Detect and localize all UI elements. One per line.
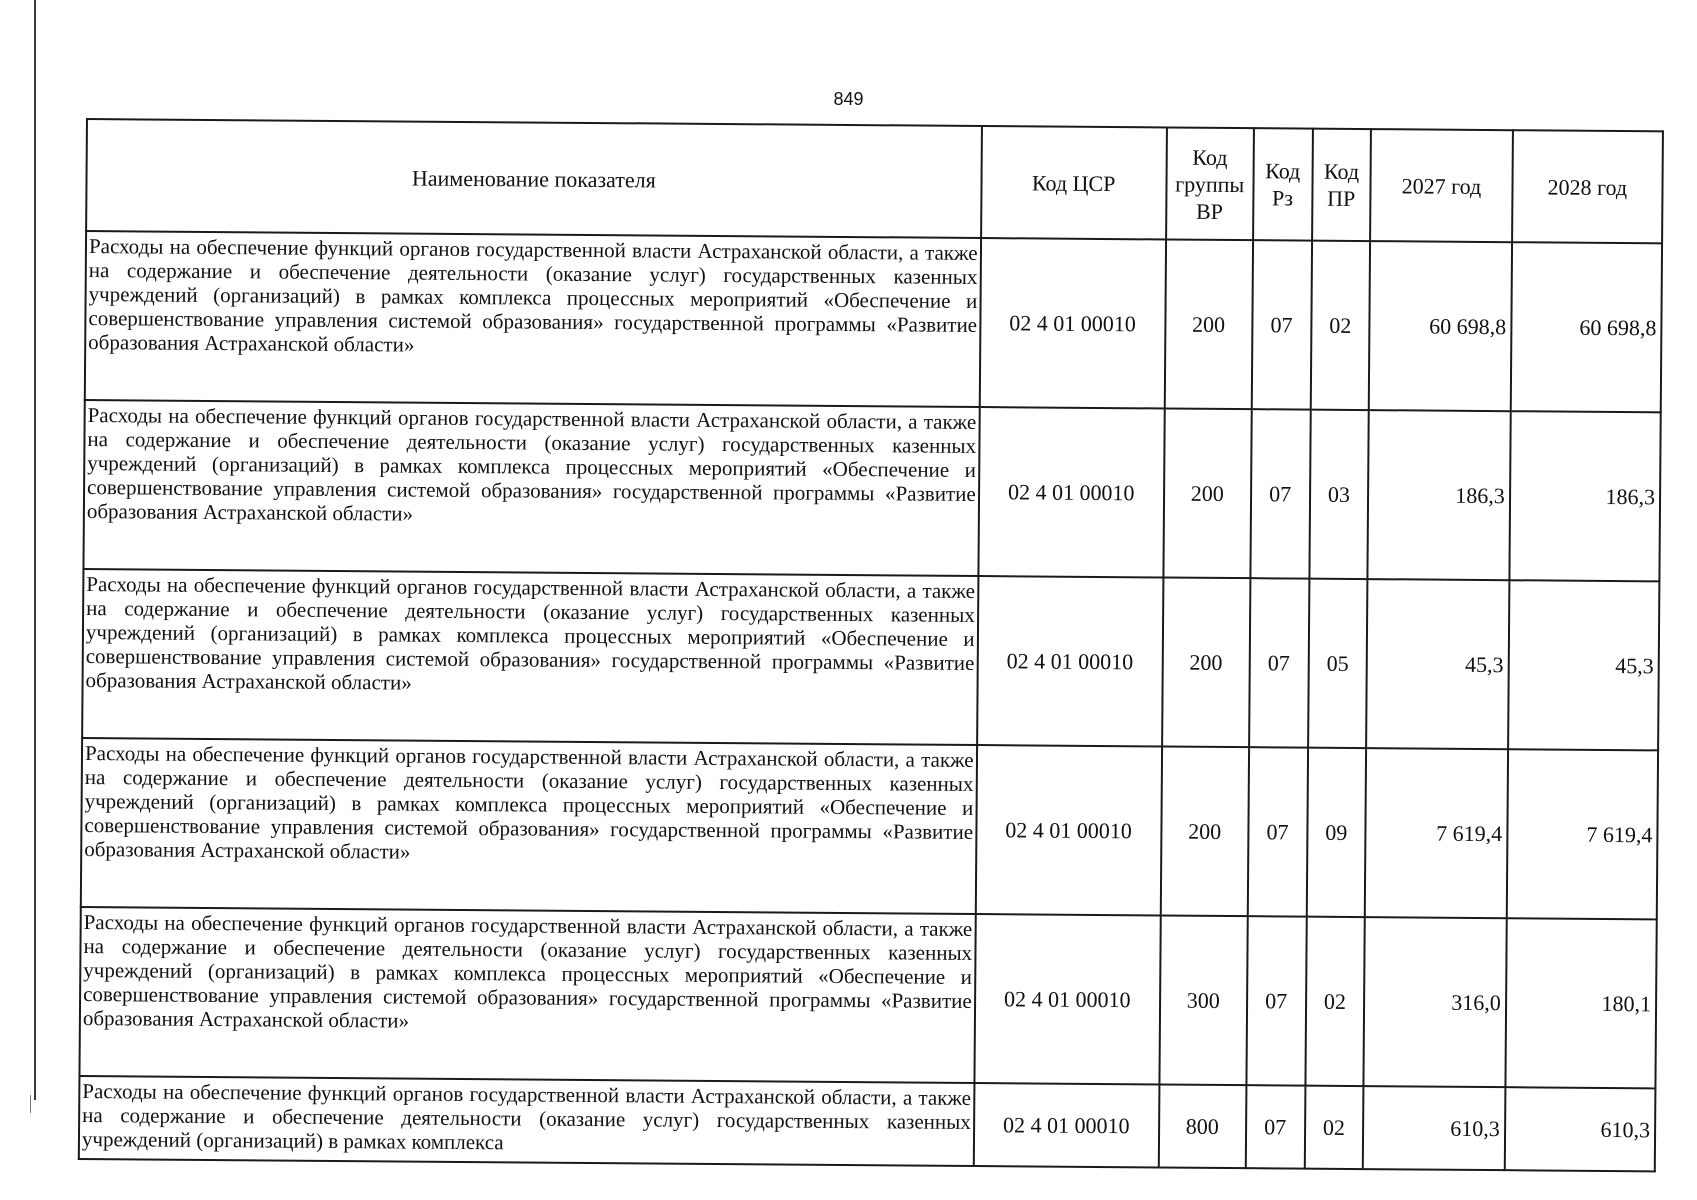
cell-name: Расходы на обеспечение функций органов государственной власти Астраханской области, а также на содержание и обеспечение деятельности (оказание услуг) государственных казенных учреждений (организаций) в рамках комплекса процессных мероприятий «Обеспечение и совершенствование управления системой образования» государственной программы «Развитие образования Астраханской области»: [83, 400, 979, 576]
table-row: [81, 738, 1658, 919]
page-number: 849: [833, 89, 864, 109]
table-row: [82, 569, 1659, 750]
header-pr: Код ПР: [1312, 129, 1372, 241]
header-2028: 2028 год: [1512, 130, 1663, 243]
margin-tick-mark: [30, 1095, 31, 1113]
cell-vr: 300: [1159, 915, 1247, 1085]
cell-2027: 60 698,8: [1369, 241, 1512, 411]
cell-pr: 05: [1308, 579, 1368, 748]
cell-2028: 186,3: [1509, 411, 1661, 581]
cell-pr: 09: [1306, 748, 1366, 917]
cell-rz: 07: [1249, 578, 1309, 747]
budget-table-sheet: [78, 118, 1664, 1172]
cell-2028: 60 698,8: [1510, 242, 1662, 412]
cell-2027: 316,0: [1364, 917, 1507, 1087]
cell-rz: 07: [1251, 240, 1311, 409]
table-row: [83, 400, 1660, 581]
cell-csr: 02 4 01 00010: [974, 914, 1160, 1084]
table-row: [79, 907, 1656, 1088]
cell-vr: 200: [1162, 577, 1250, 747]
header-vr: Код группы ВР: [1166, 127, 1254, 240]
cell-name: Расходы на обеспечение функций органов государственной власти Астраханской области, а также на содержание и обеспечение деятельности (оказание услуг) государственных казенных учреждений (организаций) в рамках комплекса процессных мероприятий «Обеспечение и совершенствование управления системой образования» государственной программы «Развитие образования Астраханской области»: [85, 231, 981, 407]
cell-name: [79, 1076, 974, 1166]
cell-vr: 200: [1164, 239, 1252, 409]
cell-rz: 07: [1246, 916, 1306, 1085]
cell-2028: 7 619,4: [1507, 749, 1659, 919]
header-csr: Код ЦСР: [981, 126, 1167, 239]
header-rz: Код Рз: [1253, 128, 1313, 240]
table-header-row: [86, 119, 1663, 243]
cell-2027: 610,3: [1363, 1086, 1505, 1170]
cell-vr: 200: [1160, 746, 1248, 916]
cell-rz: 07: [1250, 409, 1310, 578]
cell-name: Расходы на обеспечение функций органов государственной власти Астраханской области, а также на содержание и обеспечение деятельности (оказание услуг) государственных казенных учреждений (организаций) в рамках комплекса процессных мероприятий «Обеспечение и совершенствование управления системой образования» государственной программы «Развитие образования Астраханской области»: [81, 738, 977, 914]
cell-csr: 02 4 01 00010: [973, 1083, 1159, 1167]
cell-2027: 45,3: [1366, 579, 1509, 749]
header-name: Наименование показателя: [86, 119, 982, 238]
cell-rz: 07: [1246, 1085, 1305, 1168]
header-2027: 2027 год: [1370, 129, 1512, 242]
cell-csr: 02 4 01 00010: [975, 745, 1161, 915]
cell-2027: 186,3: [1368, 410, 1511, 580]
cell-vr: 800: [1158, 1084, 1246, 1168]
cell-name-text: Расходы на обеспечение функций органов государственной власти Астраханской области, а также на содержание и обеспечение деятельности (оказание услуг) государственных казенных учреждений (организаций) в рамках комплекса: [81, 1079, 972, 1155]
table-row: [79, 1076, 1656, 1171]
cell-csr: 02 4 01 00010: [979, 238, 1165, 408]
cell-pr: 02: [1304, 1086, 1363, 1169]
cell-name: Расходы на обеспечение функций органов государственной власти Астраханской области, а также на содержание и обеспечение деятельности (оказание услуг) государственных казенных учреждений (организаций) в рамках комплекса процессных мероприятий «Обеспечение и совершенствование управления системой образования» государственной программы «Развитие образования Астраханской области»: [82, 569, 978, 745]
cell-vr: 200: [1163, 408, 1251, 578]
budget-table: [78, 118, 1664, 1172]
cell-rz: 07: [1248, 747, 1308, 916]
table-row: [85, 231, 1662, 412]
cell-2027: 7 619,4: [1365, 748, 1508, 918]
cell-2028: 610,3: [1505, 1087, 1656, 1171]
cell-csr: 02 4 01 00010: [978, 407, 1164, 577]
cell-csr: 02 4 01 00010: [977, 576, 1163, 746]
binding-margin-line: [34, 0, 36, 1100]
cell-2028: 180,1: [1505, 918, 1657, 1088]
cell-name: Расходы на обеспечение функций органов государственной власти Астраханской области, а также на содержание и обеспечение деятельности (оказание услуг) государственных казенных учреждений (организаций) в рамках комплекса процессных мероприятий «Обеспечение и совершенствование управления системой образования» государственной программы «Развитие образования Астраханской области»: [79, 907, 975, 1083]
cell-2028: 45,3: [1508, 580, 1660, 750]
cell-pr: 02: [1305, 917, 1365, 1086]
cell-pr: 02: [1310, 241, 1370, 410]
cell-pr: 03: [1309, 410, 1369, 579]
